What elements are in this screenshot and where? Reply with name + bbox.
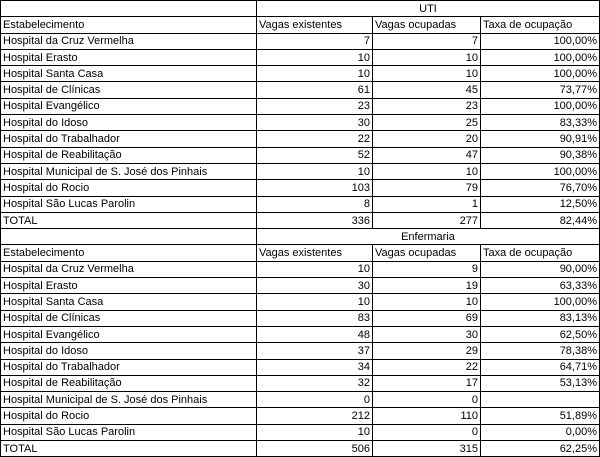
occupied-beds-cell: 17 bbox=[373, 375, 481, 391]
hospital-name-cell: Hospital do Rocio bbox=[1, 408, 257, 424]
total-row bbox=[1, 441, 600, 457]
total-label-cell: TOTAL bbox=[1, 441, 257, 457]
occupied-beds-cell: 45 bbox=[373, 82, 481, 98]
hospital-name-cell: Hospital do Trabalhador bbox=[1, 131, 257, 147]
occupancy-rate-cell: 100,00% bbox=[481, 33, 600, 49]
existing-beds-cell: 7 bbox=[257, 33, 373, 49]
existing-beds-cell: 0 bbox=[257, 392, 373, 408]
section-title: Enfermaria bbox=[257, 229, 600, 245]
total-value-cell: 277 bbox=[373, 212, 481, 228]
hospital-name-cell: Hospital São Lucas Parolin bbox=[1, 196, 257, 212]
hospital-name-cell: Hospital de Clínicas bbox=[1, 82, 257, 98]
table-row bbox=[1, 326, 600, 342]
occupied-beds-cell: 29 bbox=[373, 343, 481, 359]
table-row bbox=[1, 82, 600, 98]
occupied-beds-cell: 10 bbox=[373, 49, 481, 65]
existing-beds-cell: 8 bbox=[257, 196, 373, 212]
occupancy-rate-cell: 62,50% bbox=[481, 326, 600, 342]
section-title: UTI bbox=[257, 1, 600, 17]
hospital-name-cell: Hospital de Clínicas bbox=[1, 310, 257, 326]
occupancy-rate-cell: 53,13% bbox=[481, 375, 600, 391]
hospital-name-cell: Hospital Evangélico bbox=[1, 326, 257, 342]
table-row bbox=[1, 115, 600, 131]
occupancy-rate-cell: 83,33% bbox=[481, 115, 600, 131]
table-row bbox=[1, 310, 600, 326]
existing-beds-cell: 30 bbox=[257, 115, 373, 131]
section-title-row bbox=[1, 1, 600, 17]
occupied-beds-cell: 19 bbox=[373, 278, 481, 294]
total-label-cell: TOTAL bbox=[1, 212, 257, 228]
hospital-name-cell: Hospital de Reabilitação bbox=[1, 147, 257, 163]
header-row bbox=[1, 17, 600, 33]
occupancy-table-body bbox=[1, 1, 600, 457]
occupied-beds-cell: 110 bbox=[373, 408, 481, 424]
total-value-cell: 315 bbox=[373, 441, 481, 457]
existing-beds-cell: 34 bbox=[257, 359, 373, 375]
existing-beds-cell: 32 bbox=[257, 375, 373, 391]
occupancy-rate-cell: 73,77% bbox=[481, 82, 600, 98]
occupancy-rate-cell: 100,00% bbox=[481, 294, 600, 310]
table-row bbox=[1, 33, 600, 49]
existing-beds-cell: 10 bbox=[257, 261, 373, 277]
hospital-name-cell: Hospital Municipal de S. José dos Pinhais bbox=[1, 392, 257, 408]
table-row bbox=[1, 278, 600, 294]
occupancy-rate-cell: 90,00% bbox=[481, 261, 600, 277]
table-row bbox=[1, 408, 600, 424]
hospital-name-cell: Hospital Evangélico bbox=[1, 98, 257, 114]
existing-beds-cell: 22 bbox=[257, 131, 373, 147]
occupied-beds-cell: 1 bbox=[373, 196, 481, 212]
hospital-name-cell: Hospital de Reabilitação bbox=[1, 375, 257, 391]
column-header: Vagas ocupadas bbox=[373, 17, 481, 33]
total-row bbox=[1, 212, 600, 228]
existing-beds-cell: 48 bbox=[257, 326, 373, 342]
occupancy-rate-cell: 78,38% bbox=[481, 343, 600, 359]
existing-beds-cell: 103 bbox=[257, 180, 373, 196]
hospital-name-cell: Hospital Erasto bbox=[1, 278, 257, 294]
table-row bbox=[1, 147, 600, 163]
occupancy-rate-cell: 64,71% bbox=[481, 359, 600, 375]
total-value-cell: 336 bbox=[257, 212, 373, 228]
occupied-beds-cell: 30 bbox=[373, 326, 481, 342]
total-value-cell: 82,44% bbox=[481, 212, 600, 228]
table-row bbox=[1, 49, 600, 65]
occupancy-rate-cell: 76,70% bbox=[481, 180, 600, 196]
table-row bbox=[1, 392, 600, 408]
occupancy-rate-cell: 100,00% bbox=[481, 98, 600, 114]
occupied-beds-cell: 7 bbox=[373, 33, 481, 49]
hospital-name-cell: Hospital do Rocio bbox=[1, 180, 257, 196]
existing-beds-cell: 30 bbox=[257, 278, 373, 294]
occupied-beds-cell: 10 bbox=[373, 294, 481, 310]
table-row bbox=[1, 261, 600, 277]
hospital-name-cell: Hospital do Trabalhador bbox=[1, 359, 257, 375]
occupied-beds-cell: 47 bbox=[373, 147, 481, 163]
occupied-beds-cell: 22 bbox=[373, 359, 481, 375]
occupancy-rate-cell: 63,33% bbox=[481, 278, 600, 294]
existing-beds-cell: 61 bbox=[257, 82, 373, 98]
header-row bbox=[1, 245, 600, 261]
existing-beds-cell: 212 bbox=[257, 408, 373, 424]
occupancy-rate-cell bbox=[481, 392, 600, 408]
total-value-cell: 506 bbox=[257, 441, 373, 457]
hospital-name-cell: Hospital da Cruz Vermelha bbox=[1, 33, 257, 49]
existing-beds-cell: 10 bbox=[257, 66, 373, 82]
occupied-beds-cell: 9 bbox=[373, 261, 481, 277]
occupancy-rate-cell: 83,13% bbox=[481, 310, 600, 326]
occupancy-rate-cell: 12,50% bbox=[481, 196, 600, 212]
existing-beds-cell: 52 bbox=[257, 147, 373, 163]
blank-cell bbox=[1, 229, 257, 245]
column-header: Estabelecimento bbox=[1, 17, 257, 33]
occupied-beds-cell: 0 bbox=[373, 424, 481, 440]
column-header: Estabelecimento bbox=[1, 245, 257, 261]
existing-beds-cell: 10 bbox=[257, 163, 373, 179]
occupancy-rate-cell: 100,00% bbox=[481, 163, 600, 179]
column-header: Taxa de ocupação bbox=[481, 245, 600, 261]
occupancy-rate-cell: 90,38% bbox=[481, 147, 600, 163]
existing-beds-cell: 10 bbox=[257, 49, 373, 65]
table-row bbox=[1, 343, 600, 359]
section-title-row bbox=[1, 229, 600, 245]
hospital-name-cell: Hospital da Cruz Vermelha bbox=[1, 261, 257, 277]
occupancy-rate-cell: 90,91% bbox=[481, 131, 600, 147]
existing-beds-cell: 10 bbox=[257, 294, 373, 310]
table-row bbox=[1, 180, 600, 196]
table-row bbox=[1, 131, 600, 147]
occupancy-rate-cell: 100,00% bbox=[481, 49, 600, 65]
blank-cell bbox=[1, 1, 257, 17]
hospital-name-cell: Hospital Erasto bbox=[1, 49, 257, 65]
occupied-beds-cell: 10 bbox=[373, 66, 481, 82]
table-row bbox=[1, 196, 600, 212]
column-header: Vagas ocupadas bbox=[373, 245, 481, 261]
table-row bbox=[1, 375, 600, 391]
table-row bbox=[1, 424, 600, 440]
existing-beds-cell: 37 bbox=[257, 343, 373, 359]
table-row bbox=[1, 163, 600, 179]
column-header: Vagas existentes bbox=[257, 245, 373, 261]
table-row bbox=[1, 359, 600, 375]
total-value-cell: 62,25% bbox=[481, 441, 600, 457]
hospital-name-cell: Hospital do Idoso bbox=[1, 343, 257, 359]
occupancy-rate-cell: 100,00% bbox=[481, 66, 600, 82]
occupied-beds-cell: 79 bbox=[373, 180, 481, 196]
hospital-name-cell: Hospital Municipal de S. José dos Pinhais bbox=[1, 163, 257, 179]
hospital-name-cell: Hospital Santa Casa bbox=[1, 294, 257, 310]
hospital-name-cell: Hospital Santa Casa bbox=[1, 66, 257, 82]
occupied-beds-cell: 20 bbox=[373, 131, 481, 147]
occupancy-rate-cell: 51,89% bbox=[481, 408, 600, 424]
occupied-beds-cell: 23 bbox=[373, 98, 481, 114]
occupied-beds-cell: 0 bbox=[373, 392, 481, 408]
hospital-name-cell: Hospital São Lucas Parolin bbox=[1, 424, 257, 440]
hospital-name-cell: Hospital do Idoso bbox=[1, 115, 257, 131]
column-header: Taxa de ocupação bbox=[481, 17, 600, 33]
existing-beds-cell: 23 bbox=[257, 98, 373, 114]
occupancy-rate-cell: 0,00% bbox=[481, 424, 600, 440]
column-header: Vagas existentes bbox=[257, 17, 373, 33]
table-row bbox=[1, 294, 600, 310]
existing-beds-cell: 83 bbox=[257, 310, 373, 326]
existing-beds-cell: 10 bbox=[257, 424, 373, 440]
table-row bbox=[1, 66, 600, 82]
occupied-beds-cell: 25 bbox=[373, 115, 481, 131]
occupied-beds-cell: 10 bbox=[373, 163, 481, 179]
table-row bbox=[1, 98, 600, 114]
occupied-beds-cell: 69 bbox=[373, 310, 481, 326]
